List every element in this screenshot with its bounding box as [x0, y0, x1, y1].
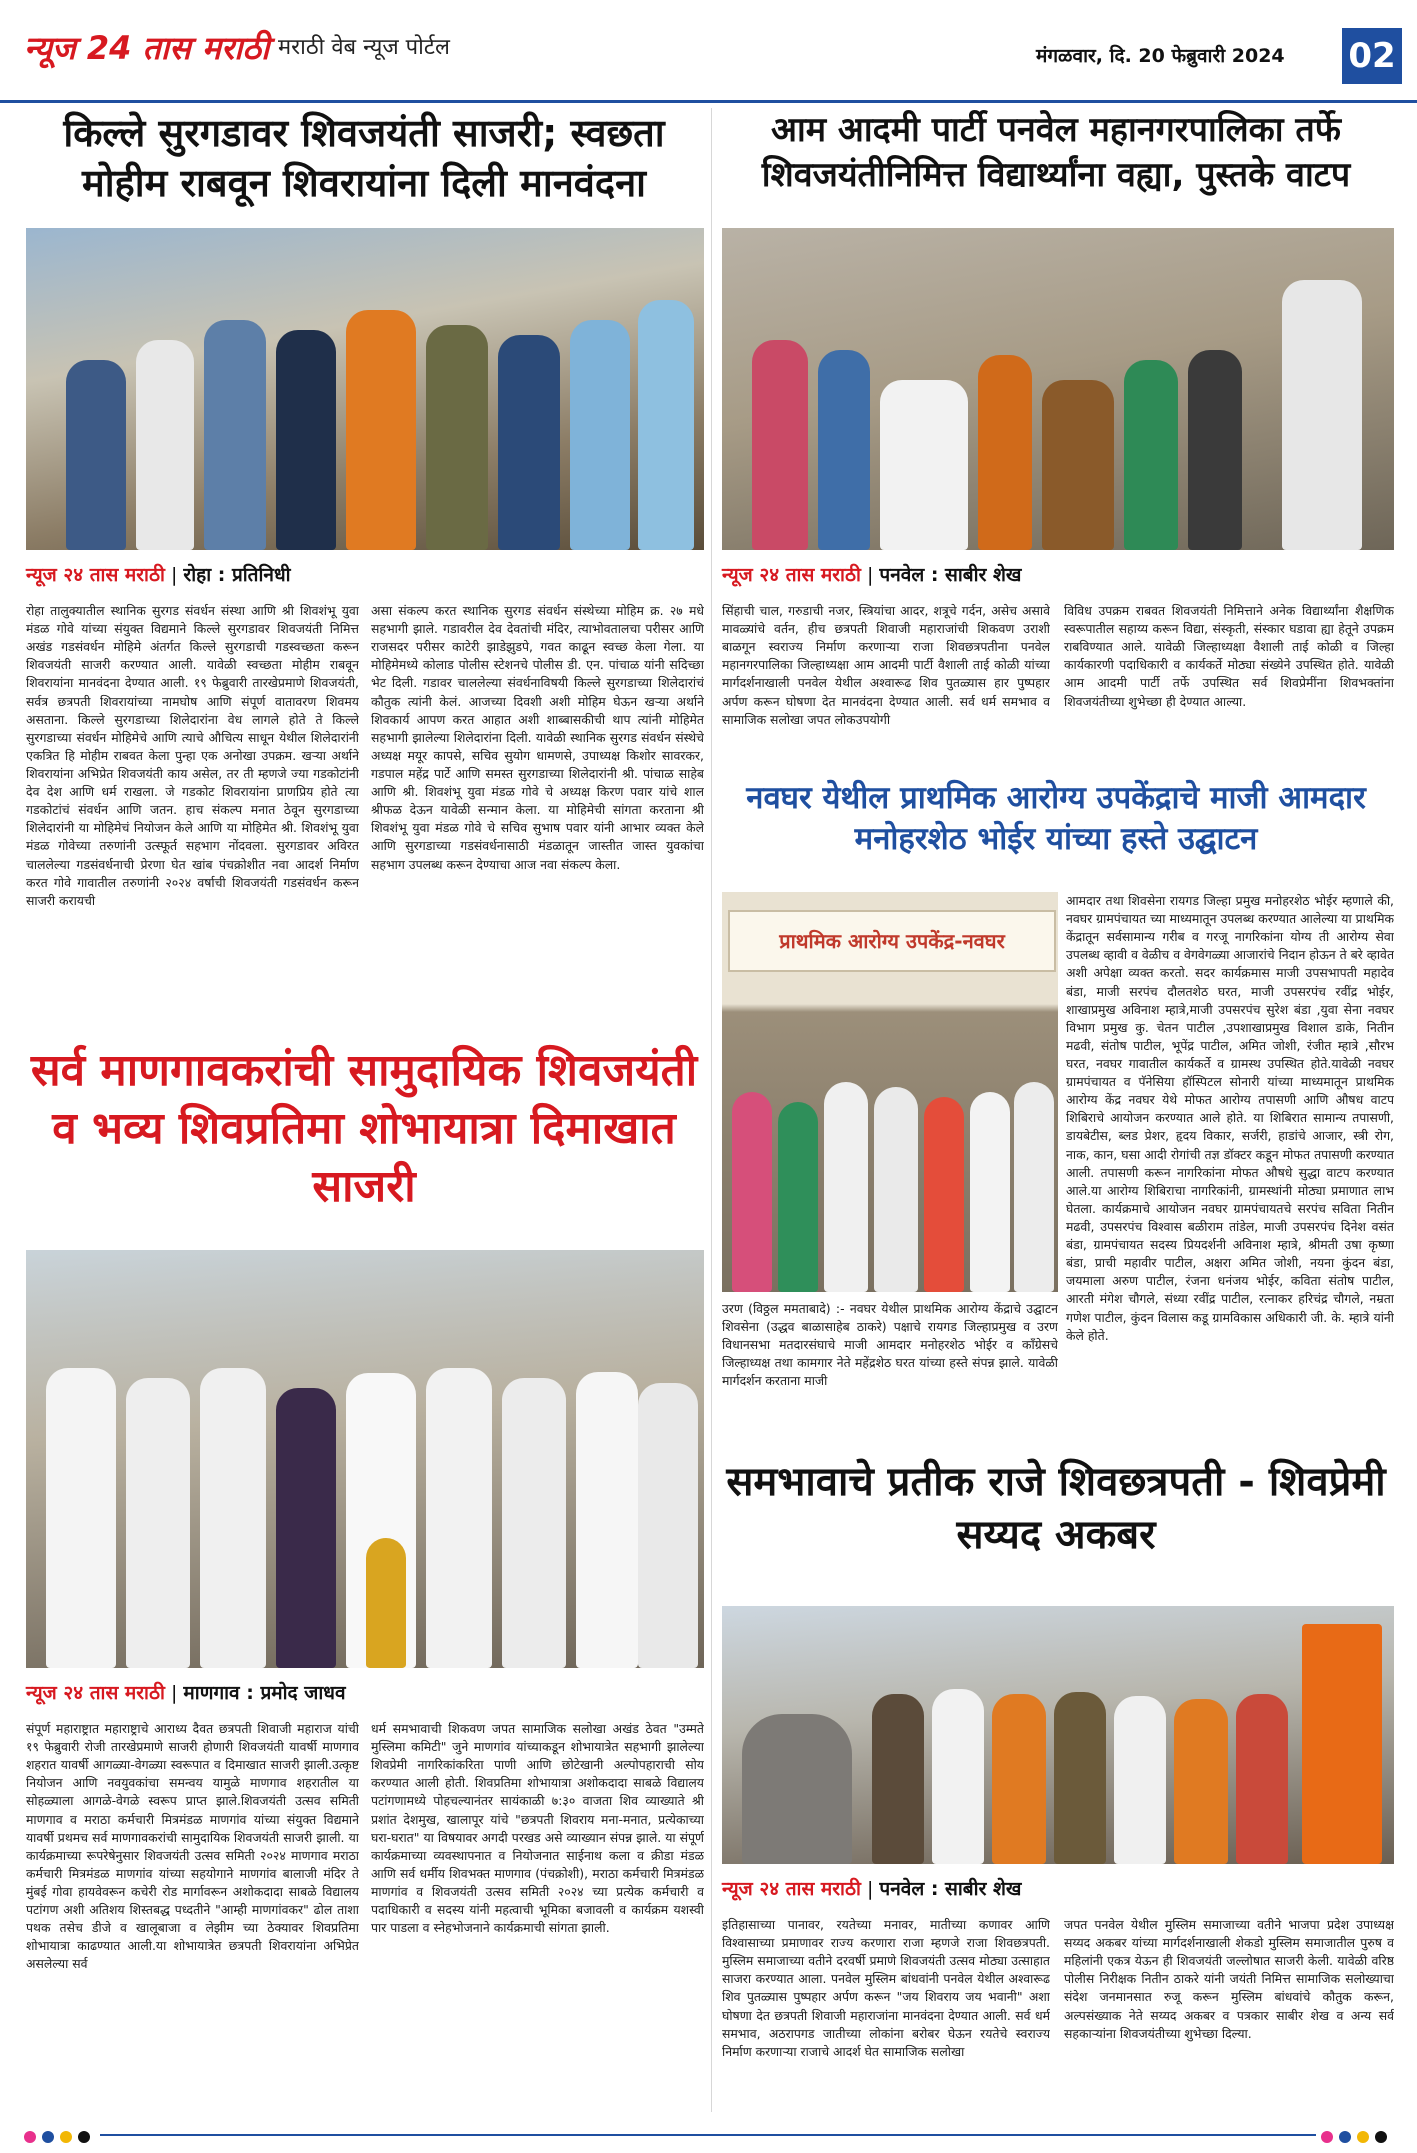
body-aap-col2: विविध उपक्रम राबवत शिवजयंती निमित्ताने अनेक विद्यार्थ्यांना शैक्षणिक स्वरूपातील सहाय्य करून विद्या, संस्कृती, संस्कार घडावा ह्या हेतूने उपक्रम राबविण्यात आले. यावेळी जिल्हाध्यक्षा वैशाली ताई कोळी व जिल्हा कार्यकारणी पदाधिकारी व कार्यकर्ते मोठ्या संख्येने उपस्थित होते. यावेळी आम आदमी पार्टी तर्फे उपस्थित सर्व शिवप्रेमींना शिवभक्तांना शिवजयंतीच्या शुभेच्छा ही देण्यात आल्या. [1064, 603, 1394, 709]
portal-tagline: मराठी वेब न्यूज पोर्टल [278, 35, 450, 60]
body-akbar-col1: इतिहासाच्या पानावर, रयतेच्या मनावर, मातीच्या कणावर आणि विश्वासाच्या प्रमाणावर राज्य करणारा राजा म्हणजे राजा शिवछत्रपती. मुस्लिम समाजाच्या वतीने दरवर्षी प्रमाणे शिवजयंती उत्सव मोठ्या उत्साहात साजरा करण्यात आला. पनवेल मुस्लिम बांधवांनी पनवेल येथील अश्वारूढ शिव पुतळ्यास पुष्पहार अर्पण करून "जय शिवराय जय भवानी" अशा घोषणा देत छत्रपती शिवाजी महाराजांना मानवंदना देण्यात आली. सर्व धर्म समभाव, अठरापगड जातीच्या लोकांना बरोबर घेऊन रयतेचे स्वराज्य निर्माण करणाऱ्या राजाचे आदर्श घेत सामाजिक सलोखा [722, 1917, 1050, 2059]
footer-dot [78, 2131, 90, 2143]
body-surgad-col1: रोहा तालुक्यातील स्थानिक सुरगड संवर्धन संस्था आणि श्री शिवशंभू युवा मंडळ गोवे यांच्या संयुक्त विद्यमाने किल्ले सुरगडावर शिवजयंती निमित्त अखंड गडसंवर्धन मोहिमे अंतर्गत किल्ले सुरगडाची गडस्वच्छता करून शिवजयंती साजरी करण्यात आली. यावेळी स्वच्छता मोहीम राबवून शिवरायांना मानवंदना देण्यात आली. १९ फेब्रुवारी तारखेप्रमाणे शिवजयंती, सर्वत्र छत्रपती शिवरायांच्या नामघोष आणि संपूर्ण वातावरण शिवमय असताना. किल्ले सुरगडाच्या शिलेदारांना वेध लागले होते ते किल्ले सुरगडाच्या संवर्धन मोहिमेचे आणि त्याचे औचित्य साधून येथील शिलेदारांनी एकत्रित हि मोहीम राबवत केला पुन्हा एक अनोखा उपक्रम. खऱ्या अर्थाने शिवरायांना अभिप्रेत शिवजयंती काय असेल, तर ती म्हणजे ज्या गडकोटांनी देव देश आणि धर्म राखला. जे गडकोट शिवरायांना प्राणप्रिय होते त्या गडकोटांचं संवर्धन आणि जतन. हाच संकल्प मनात ठेवून सुरगडाच्या शिलेदारांनी या मोहिमेचं नियोजन केले आणि या मोहिमेत श्री. शिवशंभू युवा मंडळ गोवेच्या तरुणांनी उत्स्फूर्त सहभाग नोंदवला. सुरगडावर अविरत चाललेल्या गडसंवर्धनाची प्रेरणा घेत खांब पंचक्रोशीत नवा आदर्श निर्माण करत गोवे गावातील तरुणांनी २०२४ वर्षाची शिवजयंती गडसंवर्धन करून साजरी करायची [26, 603, 359, 908]
body-mangaon-col2: धर्म समभावाची शिकवण जपत सामाजिक सलोखा अखंड ठेवत "उम्मते मुस्लिमा कमिटी" जुने माणगांव यांच्याकडून शोभायात्रेत सहभागी झालेल्या शिवप्रेमी नागरिकांकरिता पाणी आणि छोटेखानी अल्पोपहाराची सोय करण्यात आली होती. शिवप्रतिमा शोभायात्रा अशोकदादा साबळे विद्यालय पटांगणामध्ये पोहचल्यानंतर सायंकाळी ७:३० वाजता शिव व्याख्याते श्री प्रशांत देशमुख, खालापूर यांचे "छत्रपती शिवराय मना-मनात, प्रत्येकाच्या घरा-घरात" या विषयावर अगदी परखड असे व्याख्यान संपन्न झाले. या संपूर्ण कार्यक्रमाच्या व्यवस्थापनात व नियोजनात साईनाथ कला व क्रीडा मंडळ आणि सर्व धर्मीय शिवभक्त माणगाव (पंचक्रोशी), मराठा कर्मचारी मित्रमंडळ माणगांव व शिवजयंती उत्सव समिती २०२४ च्या प्रत्येक कर्मचारी व पदाधिकारी व सदस्य यांनी महत्वाची भूमिका बजावली व कार्यक्रम यशस्वी पार पाडला व स्नेहभोजनाने कार्यक्रमाची सांगता झाली. [371, 1721, 704, 1936]
footer-dot [24, 2131, 36, 2143]
footer-dots-right [1321, 2128, 1393, 2142]
body-surgad-col2: असा संकल्प करत स्थानिक सुरगड संवर्धन संस्थेच्या मोहिम क्र. २७ मधे सहभागी झाले. गडावरील देव देवतांची मंदिर, त्याभोवतालचा परीसर आणि राजसदर परीसर काटेरी झाडेझुडपे, गवत काढून स्वच्छ केला गेला. या मोहिमेमध्ये कोलाड पोलीस स्टेशनचे पोलीस डी. एन. पांचाळ यांनी सदिच्छा भेट दिली. गडावर चाललेल्या संवर्धनाविषयी किल्ले सुरगडाच्या शिलेदारांचं कौतुक त्यांनी केलं. आजच्या दिवशी अशी मोहिम घेऊन खऱ्या अर्थाने शिवकार्य आपण करत आहात अशी शाब्बासकीची थाप त्यांनी मोहिमेत सहभागी झालेल्या शिलेदारांना दिली. यावेळी स्थानिक सुरगड संवर्धन संस्थेचे अध्यक्ष मयूर कापसे, सचिव सुयोग धामणसे, उपाध्यक्ष किशोर सावरकर, गडपाल महेंद्र पार्टे आणि समस्त सुरगडाच्या शिलेदारांनी श्री. पांचाळ साहेब आणि श्री. शिवशंभू युवा मंडळ गोवे चे अध्यक्ष किरण पवार यांचे शाल श्रीफळ देऊन यावेळी सन्मान केला. या मोहिमेची सांगता करताना श्री शिवशंभू युवा मंडळ गोवे चे सचिव सुभाष पवार यांनी आभार व्यक्त केले आणि सुरगडाच्या गडसंवर्धनासाठी मंडळातून जास्तीत जास्त युवकांचा सहभाग उपलब्ध करून देण्याचा आज नवा संकल्प केला. [371, 603, 704, 872]
headline-aap: आम आदमी पार्टी पनवेल महानगरपालिका तर्फे शिवजयंतीनिमित्त विद्यार्थ्यांना वह्या, पुस्तके वाटप [761, 110, 1351, 195]
byline-brand: न्यूज २४ तास मराठी [722, 564, 861, 586]
headline-navghar: नवघर येथील प्राथमिक आरोग्य उपकेंद्राचे माजी आमदार मनोहरशेठ भोईर यांच्या हस्ते उद्घाटन [746, 780, 1366, 857]
byline-surgad: न्यूज २४ तास मराठी | रोहा : प्रतिनिधी [26, 564, 291, 586]
issue-date: मंगळवार, दि. 20 फेब्रुवारी 2024 [1036, 45, 1285, 67]
photo-surgad-group [26, 228, 704, 550]
body-aap-col1: सिंहाची चाल, गरुडाची नजर, स्त्रियांचा आदर, शत्रूचे गर्दन, असेच असावे मावळ्यांचे वर्तन, हीच छत्रपती शिवाजी महाराजांची शिकवण उराशी बाळगून स्वराज्य निर्माण करणाऱ्या राजा शिवछत्रपतीना पनवेल महानगरपालिका जिल्हाध्यक्षा आम आदमी पार्टी वैशाली ताई कोळी यांच्या मार्गदर्शनाखाली पनवेल येथील अश्वारूढ शिव पुतळ्यास हार पुष्पहार अर्पण करून घोषणा देत मानवंदना देण्यात आली. सर्व धर्म समभाव व सामाजिक सलोखा जपत लोकउपयोगी [722, 603, 1050, 727]
body-navghar-col: आमदार तथा शिवसेना रायगड जिल्हा प्रमुख मनोहरशेठ भोईर म्हणाले की, नवघर ग्रामपंचायत च्या माध्यमातून उपलब्ध करण्यात आलेल्या या प्राथमिक केंद्रातून सर्वसामान्य गरीब व गरजू नागरिकांना योग्य ती आरोग्य सेवा उपलब्ध व्हावी व वेळीच व वेगवेगळ्या आजारांचे निदान होऊन ते बरे व्हावेत अशी अपेक्षा व्यक्त करतो. सदर कार्यक्रमास माजी उपसभापती महादेव बंडा, माजी सरपंच दौलतशेठ घरत, माजी उपसरपंच रवींद्र भोईर, शाखाप्रमुख अविनाश म्हात्रे,माजी उपसरपंच सुरेश बंडा ,युवा सेना नवघर विभाग प्रमुख कु. चेतन पाटील ,उपशाखाप्रमुख विशाल डाके, नितीन मढवी, संतोष पाटील, भूपेंद्र पाटील, अमित जोशी, रंजीत म्हात्रे ,सौरभ घरत, नवघर गावातील कार्यकर्ते व ग्रामस्थ उपस्थित होते.यावेळी नवघर ग्रामपंचायत व पॅनेसिया हॉस्पिटल सोनारी यांच्या माध्यमातून प्राथमिक आरोग्य केंद्र नवघर येथे मोफत आरोग्य तपासणी आणि औषध वाटप शिबिराचे आयोजन करण्यात आले होते. या शिबिरात सामान्य तपासणी, डायबेटीस, ब्लड प्रेशर, हृदय विकार, सर्जरी, हाडांचे आजार, स्त्री रोग, नाक, कान, घसा आदी रोगांची तज्ञ डॉक्टर कडून मोफत तपासणी करण्यात आली. तपासणी करून नागरिकांना मोफत औषधे सुद्धा वाटप करण्यात आले.या आरोग्य शिबिराचा नागरिकांनी, ग्रामस्थांनी मोठ्या प्रमाणात लाभ घेतला. कार्यक्रमाचे आयोजन नवघर ग्रामपंचायतचे सरपंच सविता नितीन मढवी, उपसरपंच विश्वास बळीराम तांडेल, माजी उपसरपंच दिनेश वसंत बंडा, ग्रामपंचायत सदस्य प्रियदर्शनी अविनाश म्हात्रे, श्रीमती उषा कृष्णा बंडा, प्राची महावीर पाटील, अक्षरा अमित जोशी, नयना कुंदन बंडा, जयमाला अरुण पाटील, रंजना धनंजय भोईर, कविता संतोष पाटील, आरती मंगेश चौगले, संध्या रवींद्र पाटील, रत्नाकर हरिचंद्र चौगले, नम्रता गणेश पाटील, कुंदन विलास कडू ग्रामविकास अधिकारी जी. के. म्हात्रे यांनी केले होते. [1066, 893, 1394, 1343]
body-mangaon-col1: संपूर्ण महाराष्ट्रात महाराष्ट्राचे आराध्य दैवत छत्रपती शिवाजी महाराज यांची १९ फेब्रुवारी रोजी तारखेप्रमाणे साजरी होणारी शिवजयंती यावर्षी माणगाव शहरात यावर्षी आगळ्या-वेगळ्या स्वरूपात व दिमाखात साजरी झाली.उत्कृष्ट नियोजन आणि नवयुवकांचा समन्वय यामुळे माणगाव शहरातील या सोहळ्याला आगळे-वेगळे स्वरूप प्राप्त झाले.शिवजयंती उत्सव समिती माणगाव व मराठा कर्मचारी मित्रमंडळ माणगांव यांच्या संयुक्त विद्यमाने यावर्षी प्रथमच सर्व माणगावकरांची सामुदायिक शिवजयंती साजरी झाली. या कार्यक्रमाच्या रूपरेषेनुसार शिवजयंती उत्सव समिती २०२४ माणगाव मराठा कर्मचारी मित्रमंडळ माणगांव यांच्या सहयोगाने माणगांव बालाजी मंदिर ते मुंबई गोवा हायवेवरून कचेरी रोड मार्गावरून अशोकदादा साबळे विद्यालय पटांगण अशी अतिशय शिस्तबद्ध पध्दतीने "आम्ही माणगांवकर" ढोल ताशा पथक तसेच डीजे व खालूबाजा व लेझीम च्या ठेक्यावर शिवप्रतिमा शोभायात्रा काढण्यात आली.या शोभायात्रेत छत्रपती शिवरायांना अभिप्रेत असलेल्या सर्व [26, 1721, 359, 1972]
photo-navghar-inauguration [722, 892, 1058, 1292]
byline-place: रोहा : प्रतिनिधी [183, 564, 291, 586]
byline-place: पनवेल : साबीर शेख [879, 564, 1022, 586]
headline-akbar: समभावाचे प्रतीक राजे शिवछत्रपती - शिवप्रेमी सय्यद अकबर [726, 1459, 1386, 1558]
byline-place: पनवेल : साबीर शेख [879, 1878, 1022, 1900]
headline-surgad: किल्ले सुरगडावर शिवजयंती साजरी; स्वछता मोहीम राबवून शिवरायांना दिली मानवंदना [63, 111, 665, 206]
footer-dot [60, 2131, 72, 2143]
clinic-signboard: प्राथमिक आरोग्य उपकेंद्र-नवघर [728, 910, 1056, 972]
photo-mangaon-procession [26, 1250, 704, 1668]
photo-akbar-celebration [722, 1606, 1394, 1864]
byline-aap: न्यूज २४ तास मराठी | पनवेल : साबीर शेख [722, 564, 1022, 586]
footer-dot [1375, 2131, 1387, 2143]
footer-dot [1321, 2131, 1333, 2143]
body-akbar-col2: जपत पनवेल येथील मुस्लिम समाजाच्या वतीने भाजपा प्रदेश उपाध्यक्ष सय्यद अकबर यांच्या मार्गदर्शनाखाली शेकडो मुस्लिम समाजातील पुरुष व महिलांनी एकत्र येऊन ही शिवजयंती जल्लोषात साजरी केली. यावेळी वरिष्ठ पोलीस निरीक्षक नितीन ठाकरे यांनी जयंती निमित्त सामाजिक सलोख्याचा संदेश जनमानसात रुजू करून मुस्लिम बांधवांचे कौतुक करून, अल्पसंख्याक नेते सय्यद अकबर व पत्रकार साबीर शेख व अन्य सर्व सहकाऱ्यांना शिवजयंतीच्या शुभेच्छा दिल्या. [1064, 1917, 1394, 2041]
footer-dots [24, 2128, 96, 2142]
byline-brand: न्यूज २४ तास मराठी [722, 1878, 861, 1900]
headline-mangaon: सर्व माणगावकरांची सामुदायिक शिवजयंती व भव्य शिवप्रतिमा शोभायात्रा दिमाखात साजरी [30, 1045, 698, 1213]
byline-brand: न्यूज २४ तास मराठी [26, 564, 165, 586]
byline-brand: न्यूज २४ तास मराठी [26, 1682, 165, 1704]
newspaper-logo: न्यूज 24 तास मराठी [24, 29, 270, 67]
footer-dot [42, 2131, 54, 2143]
footer-rule [100, 2134, 1316, 2136]
byline-mangaon: न्यूज २४ तास मराठी | माणगाव : प्रमोद जाधव [26, 1682, 346, 1704]
byline-place: माणगाव : प्रमोद जाधव [183, 1682, 346, 1704]
page-number: 02 [1342, 28, 1402, 84]
photo-aap-students [722, 228, 1394, 550]
footer-dot [1339, 2131, 1351, 2143]
byline-akbar: न्यूज २४ तास मराठी | पनवेल : साबीर शेख [722, 1878, 1022, 1900]
column-divider [711, 108, 712, 2112]
footer-dot [1357, 2131, 1369, 2143]
caption-navghar: उरण (विठ्ठल ममताबादे) :- नवघर येथील प्राथमिक आरोग्य केंद्राचे उद्घाटन शिवसेना (उद्धव बाळासाहेब ठाकरे) पक्षाचे रायगड जिल्हाप्रमुख व उरण विधानसभा मतदारसंघाचे माजी आमदार मनोहरशेठ भोईर व कॉंग्रेसचे जिल्हाध्यक्ष तथा कामगार नेते महेंद्रशेठ घरत यांच्या हस्ते संपन्न झाले. यावेळी मार्गदर्शन करताना माजी [722, 1301, 1058, 1389]
